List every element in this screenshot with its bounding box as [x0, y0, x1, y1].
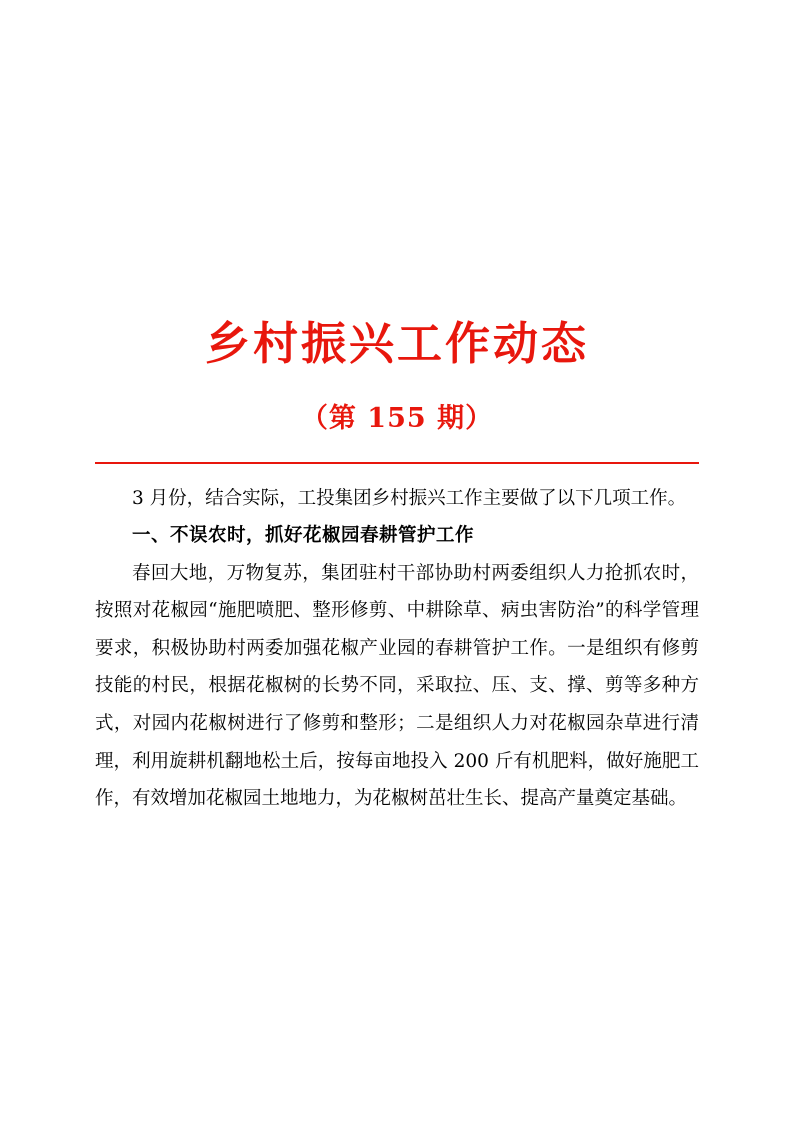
masthead — [95, 0, 699, 435]
page-title: 乡村振兴工作动态 — [204, 317, 589, 370]
section-heading-1: 一、不误农时，抓好花椒园春耕管护工作 — [132, 525, 475, 547]
paragraph-section-1-body: 春回大地，万物复苏，集团驻村干部协助村两委组织人力抢抓农时，按照对花椒园“施肥喷肥、整形修剪、中耕除草、病虫害防治”的科学管理要求，积极协助村两委加强花椒产业园的春耕管护工作。一是组织有修剪技能的村民，根据花椒树的长势不同，采取拉、压、支、撑、剪等多种方式，对园内花椒树进行了修剪和整形；二是组织人力对花椒园杂草进行清理，利用旋耕机翻地松土后，按每亩地投入 200 斤有机肥料，做好施肥工作，有效增加花椒园土地地力，为花椒树茁壮生长、提高产量奠定基础。 — [95, 562, 699, 810]
issue-number: （第 155 期） — [300, 402, 494, 434]
masthead-divider — [95, 462, 699, 464]
document-body — [95, 480, 699, 818]
paragraph-intro: 3 月份，结合实际，工投集团乡村振兴工作主要做了以下几项工作。 — [132, 487, 687, 509]
